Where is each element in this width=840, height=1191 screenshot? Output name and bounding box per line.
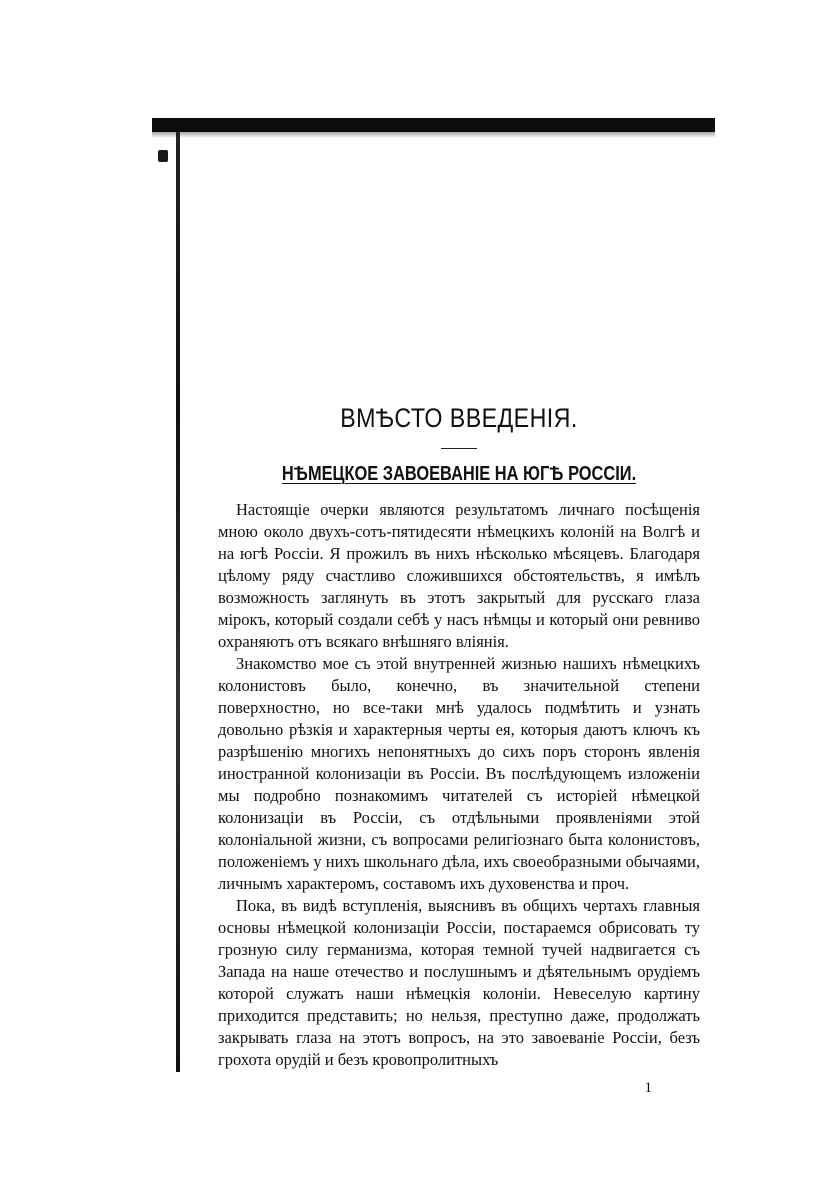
page-content [218,400,700,1096]
scan-left-border [176,132,180,1072]
chapter-title: ВМѢСТО ВВЕДЕНІЯ. [340,403,578,433]
title-divider [441,448,477,449]
section-title: НѢМЕЦКОЕ ЗАВОЕВАНІЕ НА ЮГѢ РОССІИ. [281,463,637,485]
paragraph-1: Настоящіе очерки являются результатомъ личнаго посѣщенія мною около двухъ-сотъ-пятидесяти нѣмецкихъ колоній на Волгѣ и на югѣ Россіи. Я прожилъ въ нихъ нѣсколько мѣсяцевъ. Благодаря цѣлому ряду счастливо сложившихся обстоятельствъ, я имѣлъ возможность заглянуть въ этотъ закрытый для русскаго глаза мірокъ, который создали себѣ у насъ нѣмцы и который они ревниво охраняютъ отъ всякаго внѣшняго вліянія. [218,500,700,651]
scan-top-border [152,118,715,132]
body-text [218,499,700,1071]
page-number: 1 [644,1080,652,1096]
paragraph-3: Пока, въ видѣ вступленія, выяснивъ въ общихъ чертахъ главныя основы нѣмецкой колонизаціи Россіи, постараемся обрисовать ту грозную силу германизма, которая темной тучей надвигается съ Запада на наше отечество и послушнымъ и дѣятельнымъ орудіемъ которой служатъ наши нѣмецкія колоніи. Невеселую картину приходится представить; но нельзя, преступно даже, продолжать закрывать глаза на этотъ вопросъ, на это завоеваніе Россіи, безъ грохота орудій и безъ кровопролитныхъ [218,896,700,1069]
scan-artifact [158,150,168,162]
paragraph-2: Знакомство мое съ этой внутренней жизнью нашихъ нѣмецкихъ колонистовъ было, конечно, въ значительной степени поверхностно, но все-таки мнѣ удалось подмѣтить и узнать довольно рѣзкія и характерныя черты ея, которыя даютъ ключъ къ разрѣшенію многихъ непонятныхъ до сихъ поръ сторонъ явленія иностранной колонизаціи въ Россіи. Въ послѣдующемъ изложеніи мы подробно познакомимъ читателей съ исторіей нѣмецкой колонизаціи въ Россіи, съ отдѣльными проявленіями этой колоніальной жизни, съ вопросами религіознаго быта колонистовъ, положеніемъ у нихъ школьнаго дѣла, ихъ своеобразными обычаями, личнымъ характеромъ, составомъ ихъ духовенства и проч. [218,654,700,893]
